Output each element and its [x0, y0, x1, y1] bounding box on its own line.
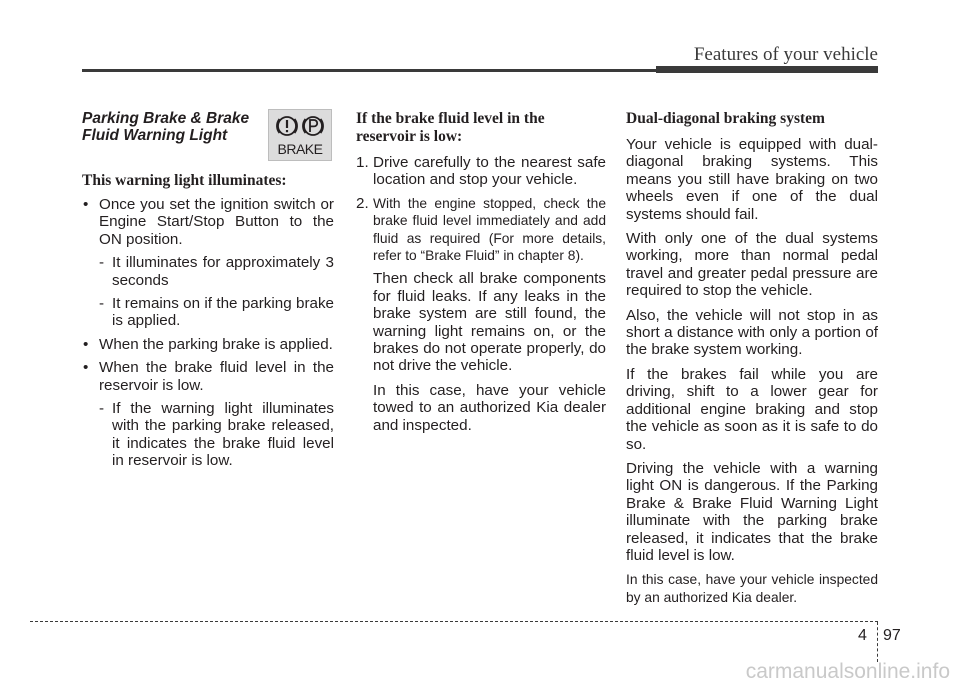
sub-list-item: [99, 295, 334, 330]
brake-icon-label: BRAKE: [277, 141, 323, 157]
list-item: [82, 196, 334, 330]
condition-list: [82, 196, 334, 470]
header-tab-bar: [656, 66, 878, 73]
page-number: 97: [883, 627, 901, 644]
step-text: With the engine stopped, check the brake fluid level immediately and add fluid as required (For more details, refer to “Brake Fluid” in chapter 8).: [373, 195, 606, 264]
dash-symbol: -: [99, 400, 105, 418]
column-low-fluid: [356, 110, 606, 441]
header-rule: [82, 69, 656, 72]
step-number: 1.: [356, 154, 369, 171]
paragraph: If the brakes fail while you are driving, shift to a lower gear for additional engine braking and stop the vehicle as soon as it is safe to do so.: [626, 365, 878, 453]
sub-list-item-text: It illuminates for approximately 3 seconds: [112, 254, 334, 289]
list-item-text: When the parking brake is applied.: [99, 335, 333, 353]
list-item-text: When the brake fluid level in the reservoir is low.: [99, 359, 334, 394]
paragraph: Your vehicle is equipped with dual-diagonal braking systems. This means you still have braking on two wheels even if one of the dual systems should fail.: [626, 136, 878, 223]
column-parking-brake: [82, 110, 334, 476]
bullet-symbol: •: [83, 335, 89, 353]
dash-symbol: -: [99, 295, 105, 313]
dash-symbol: -: [99, 254, 105, 272]
low-fluid-heading: If the brake fluid level in the reservoir is low:: [356, 110, 545, 145]
sub-list-item: [99, 254, 334, 289]
paragraph: In this case, have your vehicle inspected by an authorized Kia dealer.: [626, 572, 878, 605]
paragraph: In this case, have your vehicle towed to an authorized Kia dealer and inspected.: [373, 381, 606, 434]
sub-list-item-text: If the warning light illuminates with the parking brake released, it indicates the brake fluid level in reservoir is low.: [112, 400, 334, 470]
section-title: Parking Brake & Brake Fluid Warning Light: [82, 110, 250, 144]
footer-dashed-rule: [30, 621, 878, 622]
watermark: carmanualsonline.info: [745, 660, 950, 683]
steps-list: [356, 154, 606, 264]
paragraph: Driving the vehicle with a warning light ON is dangerous. If the Parking Brake & Brake Fluid Warning Light illuminate with the parking brake released, it indicates that the brake fluid level is low.: [626, 459, 878, 564]
step-item: [356, 195, 606, 265]
dual-diagonal-heading: Dual-diagonal braking system: [626, 110, 825, 127]
paragraph: Then check all brake components for fluid leaks. If any leaks in the brake system are still found, the warning light remains on, or the brakes do not operate properly, do not drive the vehicle.: [373, 270, 606, 375]
bullet-symbol: •: [83, 359, 89, 377]
running-header-title: Features of your vehicle: [693, 44, 878, 65]
list-item: [82, 359, 334, 469]
brake-warning-icon: [268, 109, 332, 161]
paragraph: Also, the vehicle will not stop in as short a distance with only a portion of the brake system working.: [626, 306, 878, 359]
step-item: [356, 154, 606, 189]
step-text: Drive carefully to the nearest safe location and stop your vehicle.: [373, 154, 606, 189]
list-item-text: Once you set the ignition switch or Engine Start/Stop Button to the ON position.: [99, 196, 334, 248]
step-number: 2.: [356, 194, 369, 212]
sub-list-item-text: It remains on if the parking brake is applied.: [112, 295, 334, 330]
column-dual-diagonal: [626, 110, 878, 613]
illuminates-intro: This warning light illuminates:: [82, 172, 287, 189]
footer-divider: [877, 622, 878, 662]
bullet-symbol: •: [83, 196, 89, 213]
chapter-number: 4: [858, 627, 867, 644]
sub-list-item: [99, 400, 334, 470]
paragraph: With only one of the dual systems working, more than normal pedal travel and greater pedal pressure are required to stop the vehicle.: [626, 230, 878, 300]
list-item: [82, 336, 334, 353]
